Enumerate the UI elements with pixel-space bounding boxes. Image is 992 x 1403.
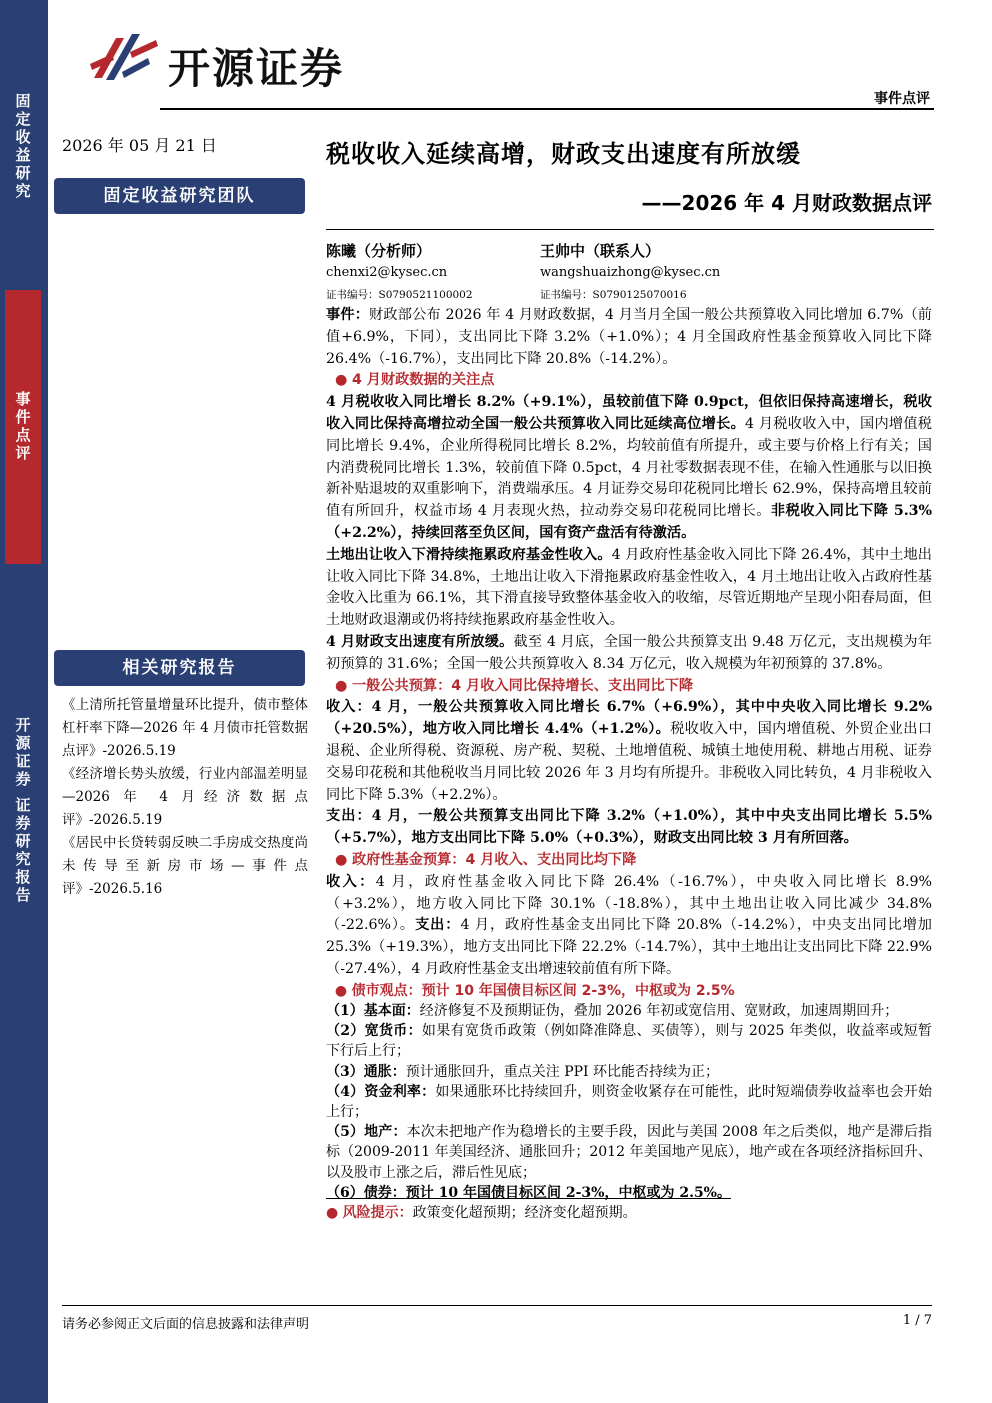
related-report-item[interactable]: 《经济增长势头放缓，行业内部温差明显—2026 年 4 月经济数据点评》-2026.5.19 <box>62 766 308 828</box>
paragraph: 收入：4 月，一般公共预算收入同比增长 6.7%（+6.9%），其中中央收入同比增长 9.2%（+20.5%），地方收入同比增长 4.4%（+1.2%）。税收收入中，国内增值税、外贸企业出口退税、企业所得税、资源税、房产税、契税、土地增值税、城镇土地使用税、耕地占用税、证券交易印花税和其他税收当月同比较 2026 年 3 月均有所提升。非税收入同比转负，4 月非税收入同比下降 5.3%（+2.2%）。 <box>326 699 932 803</box>
analyst-email[interactable]: chenxi2@kysec.cn <box>326 265 448 280</box>
sidebar-char: 开 <box>15 716 31 734</box>
sidebar-char <box>5 788 41 796</box>
team-label: 固定收益研究团队 <box>54 178 305 214</box>
analyst-2 <box>540 240 720 306</box>
sidebar-char: 收 <box>15 128 31 146</box>
analyst-1 <box>326 240 473 306</box>
sidebar-top-label <box>5 92 41 200</box>
related-reports-list <box>62 694 308 901</box>
sidebar-char: 券 <box>15 814 31 832</box>
view-item: （2）宽货币：如果有宽货币政策（例如降准降息、买债等），则与 2025 年类似，收益率或短暂下行后上行； <box>326 1023 932 1060</box>
sidebar-char: 研 <box>15 832 31 850</box>
report-type: 事件点评 <box>874 91 930 107</box>
section-heading: ● 4 月财政数据的关注点 <box>335 372 495 389</box>
paragraph: 土地出让收入下滑持续拖累政府基金性收入。4 月政府性基金收入同比下降 26.4%，其中土地出让收入同比下降 34.8%，土地出让收入下滑拖累政府基金性收入，4 月土地出让收入占政府性基金收入比重为 66.1%，其下滑直接导致整体基金收入的收缩，尽管近期地产呈现小阳春局面，但土地财政退潮或仍将持续拖累政府基金性收入。 <box>326 546 932 629</box>
report-date: 2026 年 05 月 21 日 <box>62 136 217 155</box>
sidebar-char: 益 <box>15 146 31 164</box>
sidebar-char: 券 <box>15 770 31 788</box>
page-title: 税收收入延续高增，财政支出速度有所放缓 <box>326 140 801 168</box>
sidebar-char: 究 <box>15 182 31 200</box>
bullet-icon: ● <box>335 851 348 868</box>
left-sidebar <box>0 0 48 1403</box>
related-report-item[interactable]: 《居民中长贷转弱反映二手房成交热度尚未传导至新房市场—事件点评》-2026.5.16 <box>62 835 308 897</box>
section-heading: ● 一般公共预算：4 月收入同比保持增长、支出同比下降 <box>335 677 694 694</box>
sidebar-char: 点 <box>15 426 31 444</box>
event-paragraph: 事件：财政部公布 2026 年 4 月财政数据，4 月当月全国一般公共预算收入同比增加 6.7%（前值+6.9%，下同），支出同比下降 3.2%（+1.0%）；4 月全国政府性基金预算收入同比下降 26.4%（-16.7%），支出同比下降 20.8%（-14.2%）。 <box>326 307 932 367</box>
paragraph: 收入：4 月，政府性基金收入同比下降 26.4%（-16.7%），中央收入同比增长 8.9%（+3.2%），地方收入同比下降 30.1%（-18.8%），其中土地出让收入同比减少 34.8%（-22.6%）。支出：4 月，政府性基金支出同比下降 20.8%（-14.2%），中央支出同比增加 25.3%（+19.3%），地方支出同比下降 22.2%（-14.7%），其中土地出让支出同比下降 22.9%（-27.4%），4 月政府性基金支出增速较前值有所下降。 <box>326 873 932 977</box>
bond-view <box>326 981 932 1223</box>
view-item: （3）通胀：预计通胀回升，重点关注 PPI 环比能否持续为正； <box>326 1063 720 1080</box>
sidebar-char: 固 <box>15 92 31 110</box>
paragraph: 支出：4 月，一般公共预算支出同比下降 3.2%（+1.0%），其中中央支出同比增长 5.5%（+5.7%），地方支出同比下降 5.0%（+0.3%），财政支出同比较 3 月有所回落。 <box>326 808 932 847</box>
sidebar-char: 证 <box>15 752 31 770</box>
title-divider <box>326 229 934 230</box>
header-divider <box>160 108 934 110</box>
bullet-icon: ● <box>326 1204 339 1221</box>
bullet-icon: ● <box>334 982 348 999</box>
sidebar-char: 告 <box>15 886 31 904</box>
bullet-icon: ● <box>335 677 348 694</box>
sidebar-bottom-label <box>5 716 41 904</box>
analyst-name: 王帅中（联系人） <box>540 242 661 260</box>
risk-warning: ● 风险提示：政策变化超预期；经济变化超预期。 <box>326 1204 637 1221</box>
sidebar-char: 报 <box>15 868 31 886</box>
page-subtitle: ——2026 年 4 月财政数据点评 <box>641 191 932 215</box>
view-item: （5）地产：本次未把地产作为稳增长的主要手段，因此与美国 2008 年之后类似，地产是滞后指标（2009-2011 年美国经济、通胀回升；2012 年美国地产见底），地产或在各项经济指标回升、以及股市上涨之后，滞后性见底； <box>326 1124 932 1181</box>
view-item: （1）基本面：经济修复不及预期证伪，叠加 2026 年初或宽信用、宽财政，加速周期回升； <box>326 1002 899 1019</box>
footer-divider <box>62 1305 932 1306</box>
sidebar-char: 究 <box>15 850 31 868</box>
sidebar-char: 件 <box>15 408 31 426</box>
page-number: 1 / 7 <box>902 1313 932 1328</box>
sidebar-red-label <box>5 290 41 564</box>
analyst-email[interactable]: wangshuaizhong@kysec.cn <box>540 265 721 280</box>
sidebar-char: 定 <box>15 110 31 128</box>
sidebar-char: 证 <box>15 796 31 814</box>
sidebar-char: 源 <box>15 734 31 752</box>
sidebar-char: 事 <box>15 390 31 408</box>
related-reports-heading: 相关研究报告 <box>54 650 305 686</box>
section-heading: ● 债市观点：预计 10 年国债目标区间 2-3%，中枢或为 2.5% <box>334 982 735 999</box>
analyst-name: 陈曦（分析师） <box>326 242 432 260</box>
related-report-item[interactable]: 《上清所托管量增量环比提升，债市整体杠杆率下降—2026 年 4 月债市托管数据点评》-2026.5.19 <box>62 697 308 759</box>
view-item: （4）资金利率：如果通胀环比持续回升，则资金收紧存在可能性，此时短端债券收益率也会开始上行； <box>326 1083 932 1120</box>
paragraph: 4 月财政支出速度有所放缓。截至 4 月底，全国一般公共预算支出 9.48 万亿元，支出规模为年初预算的 31.6%；全国一般公共预算收入 8.34 万亿元，收入规模为年初预算的 37.8%。 <box>326 633 932 672</box>
brand-name: 开源证券 <box>168 44 345 93</box>
brand-logo-icon <box>86 28 166 88</box>
analyst-cert: 证书编号：S0790521100002 <box>326 289 473 301</box>
bullet-icon: ● <box>335 372 348 389</box>
paragraph: 4 月税收收入同比增长 8.2%（+9.1%），虽较前值下降 0.9pct，但依旧保持高速增长，税收收入同比保持高增拉动全国一般公共预算收入同比延续高位增长。4 月税收收入中，国内增值税同比增长 9.4%，企业所得税同比增长 8.2%，均较前值有所提升，或主要与价格上行有关；国内消费税同比增长 1.3%，较前值下降 0.5pct，4 月社零数据表现不佳，在输入性通胀与以旧换新补贴退坡的双重影响下，消费端承压。4 月证券交易印花税同比增长 62.9%，保持高增且较前值有所回升，权益市场 4 月表现火热，拉动券交易印花税同比增长。非税收入同比下降 5.3%（+2.2%），持续回落至负区间，国有资产盘活有待激活。 <box>326 394 932 541</box>
section-heading: ● 政府性基金预算：4 月收入、支出同比均下降 <box>335 851 637 868</box>
view-item: （6）债券：预计 10 年国债目标区间 2-3%，中枢或为 2.5%。 <box>326 1184 731 1201</box>
footer-disclaimer: 请务必参阅正文后面的信息披露和法律声明 <box>62 1317 310 1332</box>
analyst-cert: 证书编号：S0790125070016 <box>540 289 687 301</box>
sidebar-char: 评 <box>15 444 31 462</box>
sidebar-char: 研 <box>15 164 31 182</box>
main-content <box>326 305 932 1223</box>
